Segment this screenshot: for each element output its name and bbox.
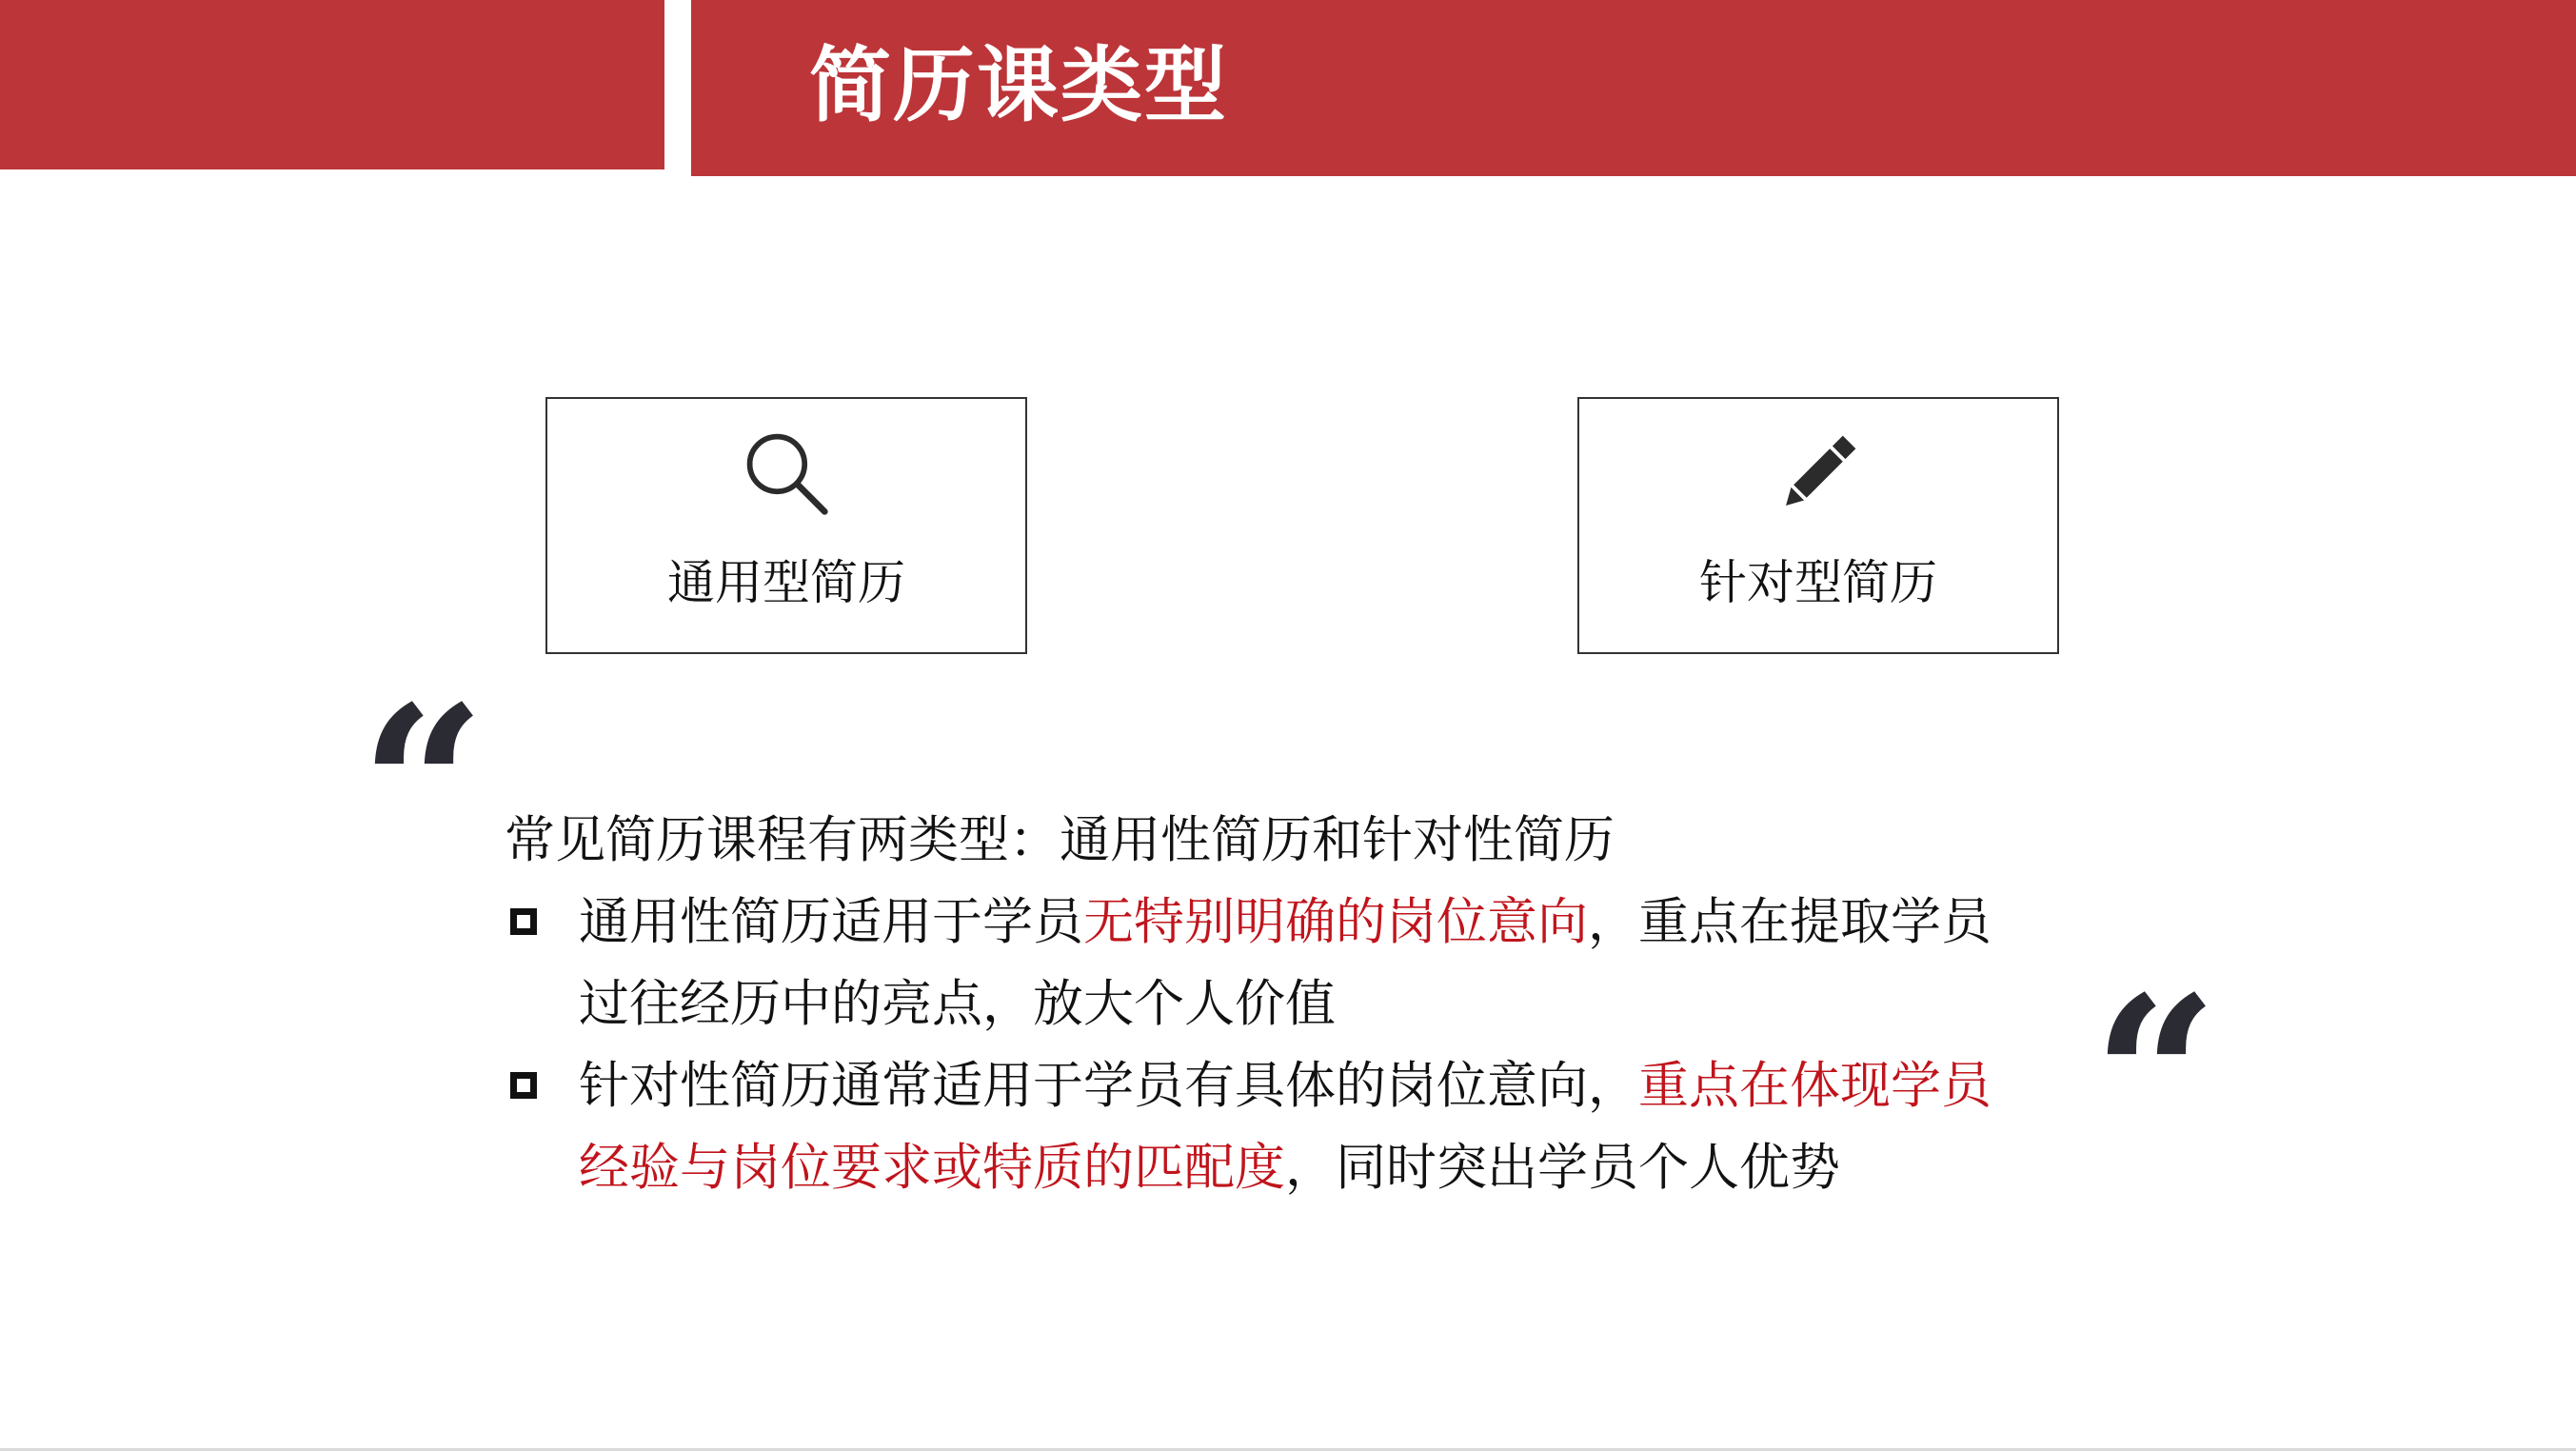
intro-text: 常见简历课程有两类型：通用性简历和针对性简历 xyxy=(505,811,1615,869)
body-text xyxy=(505,800,2085,1209)
card-label: 针对型简历 xyxy=(1699,555,1937,610)
checkbox-icon xyxy=(510,908,537,935)
text-span: 通用性简历适用于学员 xyxy=(579,893,1083,951)
bullet-line xyxy=(579,1127,2085,1209)
slide-title: 简历课类型 xyxy=(809,38,1228,133)
card-label: 通用型简历 xyxy=(667,555,905,610)
text-span: 针对性简历通常适用于学员有具体的岗位意向， xyxy=(579,1057,1638,1115)
open-quote-mark: “ xyxy=(360,659,486,916)
bullet-line xyxy=(579,1045,2085,1127)
bullet-line xyxy=(579,964,2085,1045)
text-span: 过往经历中的亮点，放大个人价值 xyxy=(579,975,1336,1033)
bullet-item xyxy=(505,1045,2085,1209)
close-quote-mark: “ xyxy=(2092,949,2219,1206)
text-span: ，同时突出学员个人优势 xyxy=(1285,1139,1840,1197)
bullet-line xyxy=(579,882,2085,964)
highlight-text: 无特别明确的岗位意向 xyxy=(1083,893,1588,951)
card-targeted-resume xyxy=(1577,397,2059,654)
search-icon xyxy=(741,427,832,519)
highlight-text: 经验与岗位要求或特质的匹配度 xyxy=(579,1139,1285,1197)
checkbox-icon xyxy=(510,1072,537,1099)
card-general-resume xyxy=(545,397,1027,654)
highlight-text: 重点在体现学员 xyxy=(1638,1057,1991,1115)
text-span: ，重点在提取学员 xyxy=(1588,893,1991,951)
bullet-item xyxy=(505,882,2085,1045)
pencil-icon xyxy=(1773,427,1864,519)
header-bar-left xyxy=(0,0,664,169)
